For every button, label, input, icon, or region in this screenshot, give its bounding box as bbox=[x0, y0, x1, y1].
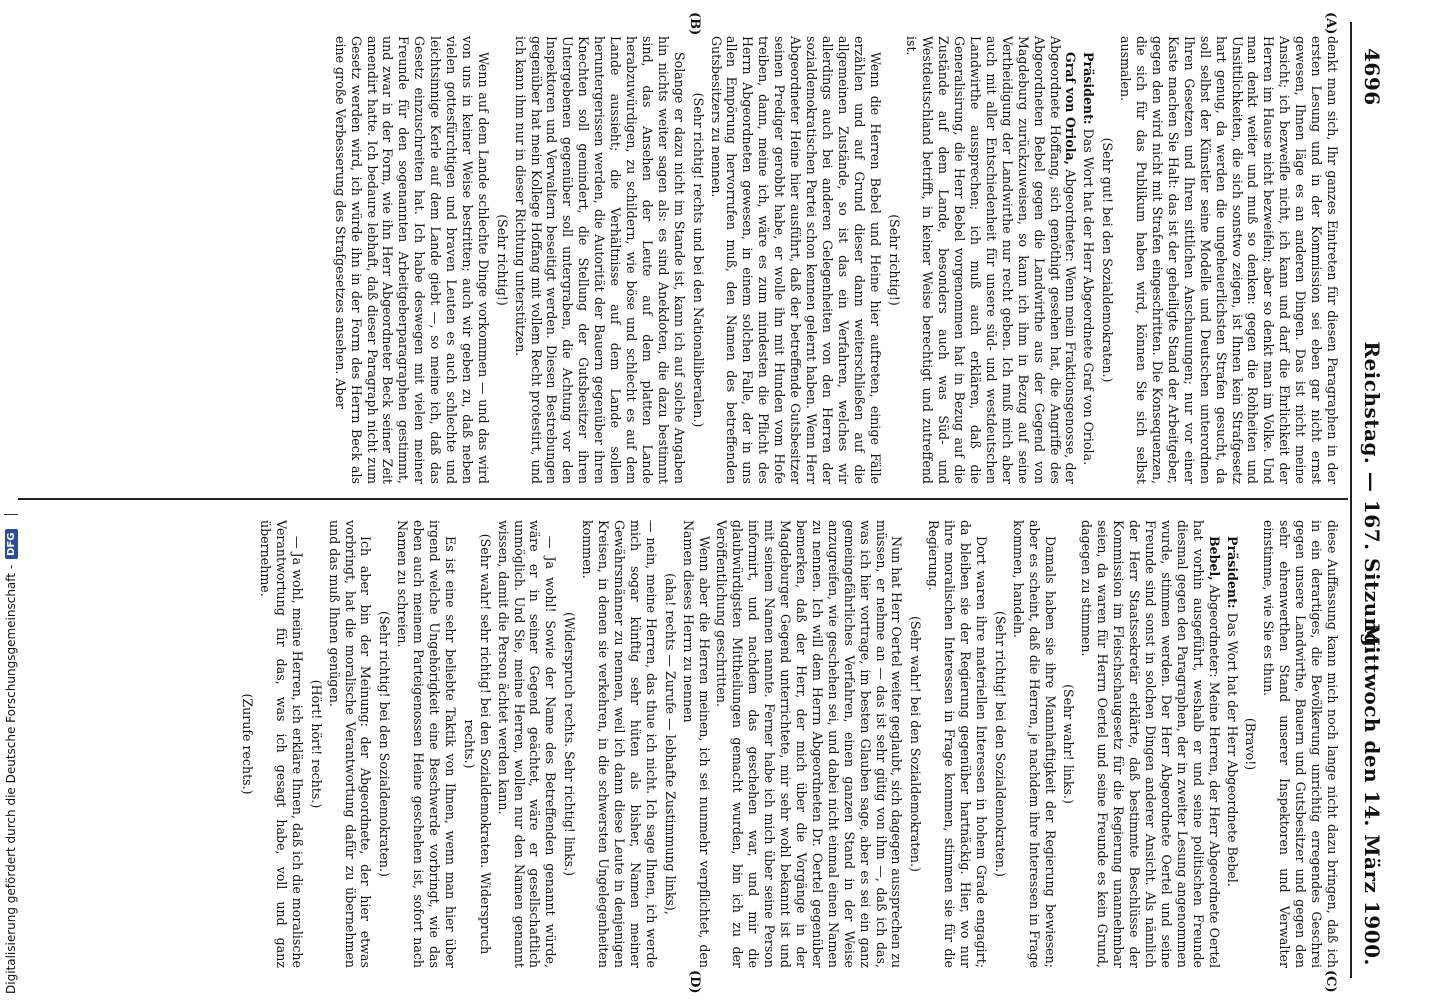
rotated-page bbox=[2, 8, 1392, 994]
page-number: 4696 bbox=[1360, 48, 1384, 106]
interjection: (Sehr wahr! links.) bbox=[1061, 684, 1077, 804]
paragraph: Nun hat Herr Oertel weiter geglaubt, sich dagegen aussprechen zu müssen, er nehme an — das ist sehr gütig von ihm —, daß ich das, was ich hier vortrage, im besten Glauben sage, aber es sei ein ganz gemeingefährliches Verfahren, einen ganzen Stand in der Weise anzugreifen, wie geschehen sei, und dabei nicht einmal einen Namen zu nennen. Ich will dem Herrn Abgeordneten Dr. Oertel gegenüber bemerken, daß der Herr, der mich über die Vorgänge in der Magdeburger Gegend unterrichtete, mir sehr wohl bekannt ist und mit seinem Namen nannte. Ferner habe ich mich über seine Person informirt, und nachdem das geschehen war, und mir die glaubwürdigsten Mittheilungen gemacht wurden, bin ich zu der Veröffentlichung geschritten. bbox=[714, 520, 905, 968]
margin-marker-b: (B) bbox=[687, 12, 702, 36]
interjection: (Sehr gut! bei den Sozialdemokraten.) bbox=[1100, 137, 1116, 383]
paragraph: — Ja wohl! Sowie der Name des Betreffenden genannt würde, wäre er in seiner Gegend geächtet, wäre er gesellschaftlich unmöglich. Und Sie, meine Herren, wollen nur den Namen genannt wissen, damit die Person ächtet werden kann. bbox=[495, 520, 559, 968]
paragraph: diese Auffassung kann mich noch lange nicht dazu bringen, daß ich in ein derartiges, die Bevölkerung unrichtig erregendes Geschrei gegen unsere Landwirthe, Bauern und Gutsbesitzer und gegen den sehr ehrenwerthen Stand unserer Inspektoren und Verwalter einstimme, wie Sie es thun. bbox=[1261, 520, 1340, 968]
interjection: (Sehr richtig! bei den Sozialdemokraten.) bbox=[992, 611, 1008, 877]
speaker-name: Graf von Oriola, bbox=[1063, 52, 1079, 166]
column-divider bbox=[18, 498, 1348, 500]
interjection: (Bravo!) bbox=[1243, 717, 1259, 771]
margin-marker-c: (C) bbox=[1323, 970, 1338, 993]
right-column bbox=[20, 520, 1340, 968]
paragraph: Wenn die Herren Bebel und Heine hier auftreten, einige Fälle erzählen und auf Grund dieser dann weiterschließen auf die allgemeinen Zustände, so ist das ein Verfahren, welches wir allerdings auch bei anderen Gelegenheiten von den Herren der sozialdemokratischen Partei schon kennen gelernt haben. Wenn Herr Abgeordneter Heine hier ausführt, daß der betreffende Gutsbesitzer seinen Prediger gerobbt habe, er wolle ihn mit Hunden vom Hofe treiben, dann, meine ich, wäre es zum mindesten die Pflicht des Herrn Abgeordneten gewesen, in einem solchen Falle, der in uns allen Empörung hervorrufen muß, den Namen des betreffenden Gutsbesitzers zu nennen. bbox=[708, 36, 883, 484]
paragraph: Wenn aber die Herren meinen, ich sei nunmehr verpflichtet, den Namen dieses Herrn zu nennen bbox=[680, 520, 712, 968]
margin-marker-d: (D) bbox=[687, 970, 702, 994]
header-rule bbox=[1350, 22, 1352, 978]
interjection: (Sehr richtig! rechts und bei den Nationalliberalen.) bbox=[690, 92, 706, 428]
paragraph: Solange er dazu nicht im Stande ist, kann ich auf solche Angaben hin nichts weiter sagen als: es sind Anekdoten, die dazu bestimmt sind, das Ansehen der Leute auf dem platten Lande herabzuwürdigen, zu schildern, wie böse und schlecht es auf dem Lande aussieht; die Verhältnisse auf dem Lande sollen heruntergerissen werden, die Autorität der Bauern gegenüber ihren Knechten soll gemindert, die Stellung der Gutsbesitzer ihren Untergebenen gegenüber soll untergraben, die Achtung vor den Inspektoren und Verwaltern beseitigt werden. Diesen Bestrebungen gegenüber hat mein Kollege Hoffang mit vollem Recht protestirt, und ich kann ihm nur in dieser Richtung unterstützen. bbox=[512, 36, 687, 484]
speaker-name: Bebel, bbox=[1206, 536, 1222, 581]
interjection: (Sehr richtig! bei den Sozialdemokraten.) bbox=[377, 611, 393, 877]
page-date: Mittwoch den 14. März 1900. bbox=[1360, 623, 1384, 966]
page-title: Reichstag. — 167. Sitzung. bbox=[1360, 341, 1384, 655]
paragraph: — nein, meine Herren, das thue ich nicht. Ich sage Ihnen, ich werde mich sogar künftig sehr hüten als bisher, Namen meiner Gewährsmänner zu nennen, weil ich dann diese Leute in denjenigen Kreisen, in denen sie verkehren, in die schwersten Ungelegenheiten kommen. bbox=[580, 520, 659, 968]
paragraph: Dort waren ihre materiellen Interessen in hohem Grade engagirt; da bleiben sie der Regierung gegenüber hartnäckig. Hier, wo nur ihre moralischen Interessen in Frage kommen, stimmen sie für die Regierung. bbox=[926, 520, 989, 968]
interjection: (Sehr richtig!) bbox=[494, 214, 510, 306]
interjection: (Widerspruch rechts. Sehr richtig! links.) bbox=[562, 611, 578, 876]
interjection: (aha! rechts — Zurufe — lebhafte Zustimmung links), bbox=[662, 573, 678, 915]
speaker-name: Präsident: bbox=[1081, 52, 1097, 125]
interjection: (Sehr wahr! sehr richtig! bei den Sozialdemokraten. Widerspruch rechts.) bbox=[461, 533, 493, 955]
paragraph: denkt man sich, Ihr ganzes Eintreten für diesen Paragraphen in der ersten Lesung und in der Kommission sei eben gar nicht ernst gewesen, Ihnen läge es an anderen Dingen. Das ist nicht meine Ansicht; ich bezweifle nicht, ich kann und darf die Ehrlichkeit der Herren im Hause nicht bezweifeln; aber so denkt man im Volke. Und man denkt weiter und muß so denken: gegen die Rohheiten und Unsittlichkeiten, die sich sonstwo zeigen, ist Ihnen kein Strafgesetz hart genug, da werden die ungeheuerlichsten Strafen gesucht, da soll selbst der Künstler seine Modelle und Deutschen unterordnen Ihren Gesetzen und Ihren sittlichen Anschauungen; nur vor einer Kaste machen Sie Halt: das ist der geheiligte Stand der Arbeitgeber, gegen den wird nicht mit Strafen eingeschritten. Die Konsequenzen, die sich für das Publikum haben wird, können Sie sich selbst ausmalen. bbox=[1118, 36, 1340, 484]
speaker-paragraph bbox=[904, 36, 1079, 484]
credit-text: Digitalisierung gefördert durch die Deutsche Forschungsgemeinschaft - bbox=[4, 564, 18, 994]
paragraph: Damals haben sie ihre Mannhaftigkeit der Regierung bewiesen; aber es scheint, daß die Herren, je nachdem ihre Interessen in Frage kommen, handeln. bbox=[1010, 520, 1058, 968]
speech-text: Das Wort hat der Herr Abgeordnete Graf von Oriola. bbox=[1081, 124, 1097, 466]
margin-tick bbox=[4, 515, 18, 516]
paragraph: Wenn auf dem Lande schlechte Dinge vorkommen — und das wird von uns in keiner Weise bestritten; auch wir geben zu, daß neben vielen gottesfürchtigen und braven Leuten es auch schlechte und leichtsinnige Kerle auf dem Lande giebt —, so meine ich, daß das Gesetz einzuschreiten hat. Ich habe deswegen mit vielen meiner Freunde für den sogenannten Arbeitgeberparagraphen gestimmt, und zwar in der Form, wie ihn Herr Abgeordneter Beck seiner Zeit amendirt hatte. Ich bedaure lebhaft, daß dieser Paragraph nicht zum Gesetz werden wird, ich würde ihn in der Form des Herrn Beck als eine große Verbesserung des Strafgesetzes ansehen. Aber bbox=[332, 36, 491, 484]
digitization-credit bbox=[0, 0, 22, 1000]
page-header bbox=[1354, 18, 1386, 978]
speaker-paragraph bbox=[1224, 520, 1240, 968]
paragraph: — Ja wohl, meine Herren, ich erkläre Ihnen, daß ich die moralische Verantwortung für das, was ich gesagt habe, voll und ganz übernehme. bbox=[258, 520, 305, 968]
paragraph: Es ist eine sehr beliebte Taktik von Ihnen, wenn man hier über irgend welche Ungehörigkeit eine Beschwerde vorbringt, wie das eben auch meinem Parteigenossen Heine geschehen ist, sofort nach Namen zu schreien. bbox=[395, 520, 458, 968]
speech-text: Abgeordneter: Meine Herren, der Herr Abgeordnete Oertel hat vorhin ausgeführt, weshalb er und seine politischen Freunde diesmal gegen den Paragraphen, der in zweiter Lesung angenommen wurde, stimmen werden. Der Herr Abgeordnete Oertel und seine Freunde sind sonst in solchen Dingen anderer Ansicht. Als nämlich der Herr Staatssekretär erklärte, daß bestimmte Beschlüsse der Kommission im Fleischschaugesetz für die Regierung unannehmbar seien, da waren für Herrn Oertel und seine Freunde es kein Grund, dagegen zu stimmen. bbox=[1079, 520, 1222, 968]
interjection: (Hört! hört! rechts.) bbox=[308, 679, 324, 809]
speech-text: Das Wort hat der Herr Abgeordnete Bebel. bbox=[1224, 608, 1240, 887]
speaker-paragraph bbox=[1081, 36, 1097, 484]
interjection: (Zurufe rechts.) bbox=[240, 693, 256, 795]
interjection: (Sehr wahr! bei den Sozialdemokraten.) bbox=[908, 616, 924, 872]
paragraph: Ich aber bin der Meinung: der Abgeordnete, der hier etwas vorbringt, hat die moralische Verantwortung dafür zu übernehmen und das muß Ihnen genügen. bbox=[326, 520, 374, 968]
interjection: (Sehr richtig!) bbox=[886, 214, 902, 306]
left-column bbox=[20, 36, 1340, 484]
dfg-logo: DFG bbox=[5, 530, 18, 559]
speaker-paragraph bbox=[1079, 520, 1222, 968]
margin-marker-a: (A) bbox=[1323, 12, 1338, 35]
speaker-name: Präsident: bbox=[1224, 536, 1240, 609]
speech-text: Abgeordneter: Wenn mein Fraktionsgenosse, der Abgeordnete Hoffang, sich genöthigt gesehen hat, die Angriffe des Abgeordneten Bebel gegen die Landwirthe aus der Gegend von Magdeburg zurückzuweisen, so kann ich ihm in Bezug auf seine Vertheidigung der Landwirthe nur recht geben. Ich muß mich aber auch mit aller Entschiedenheit für unsere süd- und westdeutschen Landwirthe aussprechen; ich muß auch erklären, daß die Generalisirung, die Herr Bebel vorgenommen hat in Bezug auf die Zustände auf dem Lande, besonders auch was Süd- und Westdeutschland betrifft, in keiner Weise berechtigt und zutreffend ist. bbox=[904, 36, 1079, 484]
